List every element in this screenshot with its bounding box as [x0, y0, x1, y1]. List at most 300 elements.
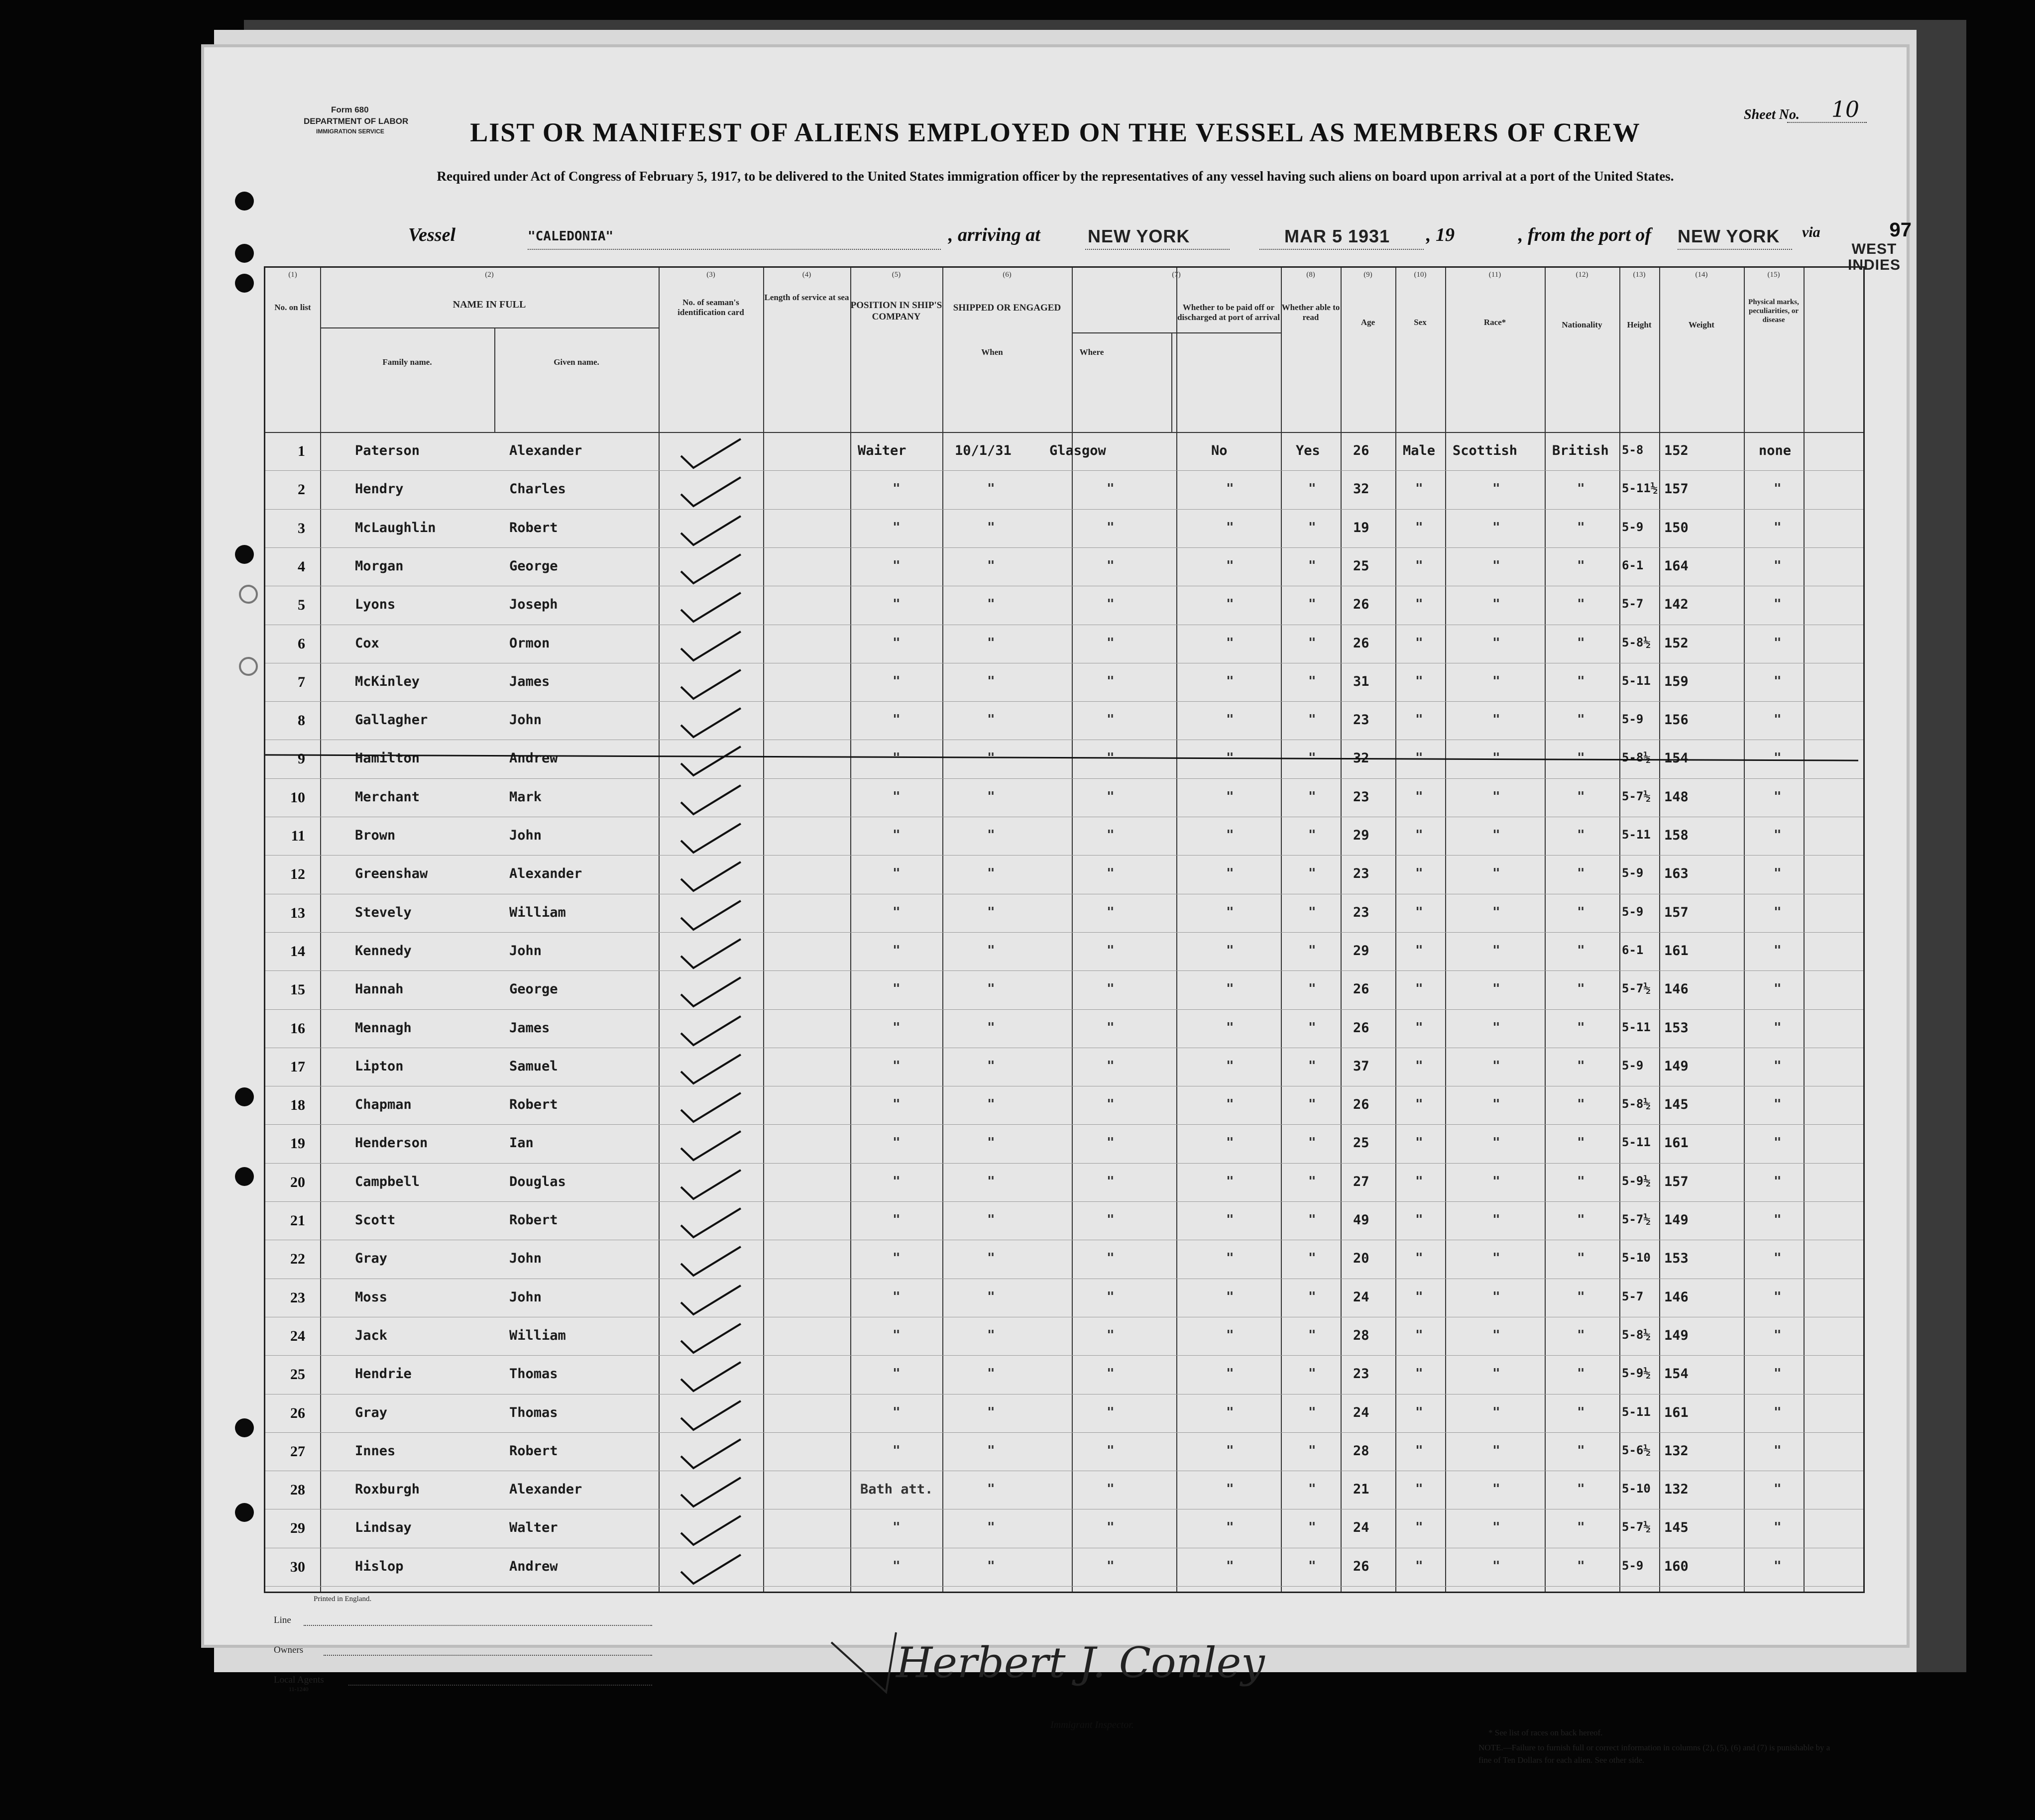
shipped-where-ditto: "	[1107, 1404, 1115, 1420]
able-to-read-ditto: "	[1308, 904, 1316, 920]
col-no-5: (5)	[892, 271, 901, 279]
height: 5-11	[1622, 1404, 1651, 1419]
position-ditto: "	[893, 1212, 901, 1227]
shipped-when-ditto: "	[987, 1482, 995, 1497]
position-ditto: "	[893, 558, 901, 573]
col-no-12: (12)	[1576, 271, 1588, 279]
family-name: Roxburgh	[355, 1482, 420, 1498]
able-to-read-ditto: "	[1308, 1289, 1316, 1304]
check-mark	[678, 859, 743, 894]
family-name: Innes	[355, 1443, 396, 1459]
header-position: POSITION IN SHIP'S COMPANY	[850, 300, 942, 322]
check-mark	[678, 1167, 743, 1202]
col-no-7: (7)	[1172, 271, 1181, 279]
service: IMMIGRATION SERVICE	[316, 127, 384, 135]
header-shipped: SHIPPED OR ENGAGED	[953, 303, 1061, 313]
row-number: 15	[290, 981, 305, 998]
shipped-when-ditto: "	[987, 828, 995, 843]
physical-marks-ditto: "	[1774, 1482, 1782, 1497]
sex-ditto: "	[1415, 1327, 1423, 1343]
weight: 156	[1664, 712, 1689, 728]
weight: 157	[1664, 1174, 1689, 1189]
position-ditto: "	[893, 1558, 901, 1574]
weight: 161	[1664, 1404, 1689, 1420]
row-number: 26	[290, 1404, 305, 1421]
position-ditto: "	[893, 673, 901, 689]
paid-off-ditto: "	[1226, 789, 1234, 804]
page-title: LIST OR MANIFEST OF ALIENS EMPLOYED ON THE VESSEL AS MEMBERS OF CREW	[470, 117, 1641, 147]
shipped-when-ditto: "	[987, 1058, 995, 1073]
header-where: Where	[1079, 347, 1104, 357]
shipped-when-ditto: "	[987, 1327, 995, 1343]
shipped-when-ditto: "	[987, 750, 995, 766]
printed-note: Printed in England.	[314, 1595, 372, 1603]
able-to-read: Yes	[1296, 443, 1320, 458]
age: 26	[1353, 1558, 1369, 1574]
given-name: William	[509, 1327, 566, 1343]
weight: 146	[1664, 1289, 1689, 1305]
position-ditto: "	[893, 828, 901, 843]
sex-ditto: "	[1415, 558, 1423, 573]
shipped-where-ditto: "	[1107, 1212, 1115, 1227]
family-name: Campbell	[355, 1174, 420, 1189]
race-ditto: "	[1492, 866, 1500, 881]
given-name: Douglas	[509, 1174, 566, 1189]
check-mark	[678, 898, 743, 933]
height: 5-10	[1622, 1482, 1651, 1496]
sex-ditto: "	[1415, 1174, 1423, 1189]
able-to-read-ditto: "	[1308, 1404, 1316, 1420]
race-ditto: "	[1492, 750, 1500, 766]
col-no-14: (14)	[1695, 271, 1708, 279]
paid-off-ditto: "	[1226, 520, 1234, 535]
weight: 149	[1664, 1212, 1689, 1228]
nationality-ditto: "	[1577, 1404, 1585, 1420]
given-name: Robert	[509, 1443, 558, 1459]
department: DEPARTMENT OF LABOR	[304, 116, 409, 126]
col-no-3: (3)	[706, 271, 715, 279]
paid-off-ditto: "	[1226, 1251, 1234, 1266]
paid-off-ditto: "	[1226, 1020, 1234, 1035]
nationality-ditto: "	[1577, 1174, 1585, 1189]
family-name: McKinley	[355, 673, 420, 689]
paid-off-ditto: "	[1226, 481, 1234, 497]
age: 26	[1353, 981, 1369, 997]
weight: 161	[1664, 1135, 1689, 1151]
able-to-read-ditto: "	[1308, 981, 1316, 997]
row-number: 9	[298, 750, 305, 767]
family-name: Lindsay	[355, 1520, 412, 1536]
year-label: , 19	[1426, 224, 1455, 245]
page-number: 97	[1889, 219, 1912, 241]
shipped-where-ditto: "	[1107, 1020, 1115, 1035]
able-to-read-ditto: "	[1308, 1097, 1316, 1112]
physical-marks-ditto: "	[1774, 635, 1782, 650]
physical-marks-ditto: "	[1774, 1558, 1782, 1574]
check-mark	[678, 1205, 743, 1240]
given-name: Alexander	[509, 866, 582, 882]
race-ditto: "	[1492, 1212, 1500, 1227]
position-ditto: "	[893, 1174, 901, 1189]
family-name: Hamilton	[355, 750, 420, 766]
shipped-when-ditto: "	[987, 1404, 995, 1420]
race-ditto: "	[1492, 635, 1500, 650]
age: 21	[1353, 1482, 1369, 1498]
position-ditto: "	[893, 1289, 901, 1304]
position-ditto: "	[893, 1251, 901, 1266]
shipped-where-ditto: "	[1107, 1520, 1115, 1535]
nationality-ditto: "	[1577, 481, 1585, 497]
binder-hole	[235, 274, 254, 293]
row-divider	[265, 1586, 1863, 1587]
able-to-read-ditto: "	[1308, 558, 1316, 573]
sex-ditto: "	[1415, 635, 1423, 650]
shipped-where-ditto: "	[1107, 828, 1115, 843]
col-no-10: (10)	[1414, 271, 1427, 279]
shipped-where-ditto: "	[1107, 673, 1115, 689]
physical-marks-ditto: "	[1774, 1404, 1782, 1420]
age: 24	[1353, 1289, 1369, 1305]
nationality-ditto: "	[1577, 828, 1585, 843]
weight: 152	[1664, 443, 1689, 458]
age: 26	[1353, 1020, 1369, 1036]
sex-ditto: "	[1415, 750, 1423, 766]
physical-marks-ditto: "	[1774, 712, 1782, 728]
shipped-where-ditto: "	[1107, 520, 1115, 535]
position-ditto: "	[893, 904, 901, 920]
physical-marks-ditto: "	[1774, 828, 1782, 843]
shipped-when-ditto: "	[987, 712, 995, 728]
row-number: 16	[290, 1020, 305, 1037]
row-divider	[265, 547, 1863, 548]
family-name: Merchant	[355, 789, 420, 805]
check-mark	[678, 1513, 743, 1548]
weight: 149	[1664, 1058, 1689, 1074]
position-ditto: "	[893, 520, 901, 535]
check-mark	[678, 1475, 743, 1509]
height: 5-9	[1622, 520, 1644, 534]
date-underline	[1259, 249, 1424, 250]
able-to-read-ditto: "	[1308, 1174, 1316, 1189]
given-name: George	[509, 981, 558, 997]
physical-marks-ditto: "	[1774, 1366, 1782, 1382]
sex: Male	[1403, 443, 1436, 458]
paid-off-ditto: "	[1226, 1097, 1234, 1112]
race-ditto: "	[1492, 481, 1500, 497]
row-number: 12	[290, 866, 305, 883]
check-mark	[678, 1244, 743, 1279]
paid-off-ditto: "	[1226, 712, 1234, 728]
weight: 154	[1664, 750, 1689, 766]
height: 5-8½	[1622, 635, 1651, 649]
from-underline	[1678, 249, 1792, 250]
binder-hole	[235, 1167, 254, 1186]
paid-off-ditto: "	[1226, 828, 1234, 843]
header-id-card: No. of seaman's identification card	[678, 298, 744, 318]
family-name: McLaughlin	[355, 520, 436, 535]
position-ditto: "	[893, 1520, 901, 1535]
able-to-read-ditto: "	[1308, 1366, 1316, 1382]
nationality-ditto: "	[1577, 597, 1585, 612]
age: 29	[1353, 943, 1369, 959]
family-name: Greenshaw	[355, 866, 428, 882]
race-ditto: "	[1492, 1289, 1500, 1304]
nationality-ditto: "	[1577, 981, 1585, 997]
header-race: Race*	[1483, 318, 1506, 327]
family-name: Hendrie	[355, 1366, 412, 1382]
col-no-15: (15)	[1767, 271, 1780, 279]
row-divider	[265, 1009, 1863, 1010]
given-name: Andrew	[509, 750, 558, 766]
row-number: 3	[298, 520, 305, 536]
shipped-where-ditto: "	[1107, 904, 1115, 920]
col-no-6: (6)	[1003, 271, 1012, 279]
race-ditto: "	[1492, 1058, 1500, 1073]
shipped-where-ditto: "	[1107, 1097, 1115, 1112]
position-ditto: "	[893, 1020, 901, 1035]
local-agents-label: Local Agents	[274, 1675, 324, 1685]
given-name: William	[509, 904, 566, 920]
height: 5-11½	[1622, 481, 1658, 496]
weight: 132	[1664, 1443, 1689, 1459]
sex-ditto: "	[1415, 904, 1423, 920]
check-mark	[678, 474, 743, 509]
shipped-where-ditto: "	[1107, 1058, 1115, 1073]
row-number: 2	[298, 481, 305, 498]
family-name: Kennedy	[355, 943, 412, 959]
given-name: Alexander	[509, 1482, 582, 1498]
row-divider	[265, 970, 1863, 971]
nationality-ditto: "	[1577, 1212, 1585, 1227]
position-ditto: "	[893, 635, 901, 650]
given-name: Thomas	[509, 1404, 558, 1420]
shipped-where-ditto: "	[1107, 481, 1115, 497]
header-name-in-full: NAME IN FULL	[452, 299, 526, 310]
given-name: John	[509, 712, 542, 728]
from-port: NEW YORK	[1678, 226, 1780, 246]
shipped-when-ditto: "	[987, 1174, 995, 1189]
shipped-where-ditto: "	[1107, 597, 1115, 612]
age: 28	[1353, 1327, 1369, 1343]
inspector-signature	[826, 1612, 1265, 1717]
row-number: 17	[290, 1058, 305, 1075]
physical-marks-ditto: "	[1774, 520, 1782, 535]
position-ditto: "	[893, 866, 901, 881]
sex-ditto: "	[1415, 673, 1423, 689]
weight: 145	[1664, 1097, 1689, 1113]
race-ditto: "	[1492, 1020, 1500, 1035]
given-name: John	[509, 1289, 542, 1305]
shipped-when-ditto: "	[987, 1366, 995, 1382]
age: 20	[1353, 1251, 1369, 1267]
header-length-of-service: Length of service at sea	[764, 293, 849, 302]
shipped-when-ditto: "	[987, 1097, 995, 1112]
physical-marks-ditto: "	[1774, 673, 1782, 689]
sex-ditto: "	[1415, 1097, 1423, 1112]
shipped-when-ditto: "	[987, 789, 995, 804]
shipped-when-ditto: "	[987, 1251, 995, 1266]
shipped-where-ditto: "	[1107, 789, 1115, 804]
row-divider	[265, 855, 1863, 856]
nationality-ditto: "	[1577, 1558, 1585, 1574]
row-divider	[265, 932, 1863, 933]
shipped-where-ditto: "	[1107, 1366, 1115, 1382]
sex-ditto: "	[1415, 1482, 1423, 1497]
paid-off-ditto: "	[1226, 943, 1234, 958]
paid-off-ditto: "	[1226, 866, 1234, 881]
physical-marks-ditto: "	[1774, 866, 1782, 881]
check-mark	[678, 1090, 743, 1125]
age: 31	[1353, 673, 1369, 689]
shipped-when-ditto: "	[987, 981, 995, 997]
arriving-underline	[1085, 249, 1230, 250]
height: 5-8	[1622, 443, 1644, 457]
crew-table	[264, 266, 1865, 1593]
sex-ditto: "	[1415, 1020, 1423, 1035]
given-name: Andrew	[509, 1558, 558, 1574]
family-name: Moss	[355, 1289, 388, 1305]
col-no-8: (8)	[1306, 271, 1315, 279]
family-name: Henderson	[355, 1135, 428, 1151]
signature-text: Herbert J. Conley	[896, 1638, 1265, 1687]
row-number: 30	[290, 1558, 305, 1575]
race: Scottish	[1453, 443, 1518, 458]
nationality-ditto: "	[1577, 1020, 1585, 1035]
shipped-where-ditto: "	[1107, 943, 1115, 958]
age: 26	[1353, 443, 1369, 458]
able-to-read-ditto: "	[1308, 673, 1316, 689]
sex-ditto: "	[1415, 1135, 1423, 1151]
row-divider	[265, 1432, 1863, 1433]
header-physical-marks: Physical marks, peculiarities, or disease	[1748, 298, 1799, 324]
weight: 159	[1664, 673, 1689, 689]
given-name: James	[509, 673, 550, 689]
able-to-read-ditto: "	[1308, 1058, 1316, 1073]
weight: 157	[1664, 481, 1689, 497]
given-name: Ian	[509, 1135, 534, 1151]
able-to-read-ditto: "	[1308, 481, 1316, 497]
row-divider	[265, 778, 1863, 779]
physical-marks-ditto: "	[1774, 1327, 1782, 1343]
sex-ditto: "	[1415, 1366, 1423, 1382]
physical-marks-ditto: "	[1774, 943, 1782, 958]
shipped-where-ditto: "	[1107, 981, 1115, 997]
binder-hole	[235, 244, 254, 263]
shipped-when-ditto: "	[987, 597, 995, 612]
position-ditto: "	[893, 750, 901, 766]
nationality-ditto: "	[1577, 904, 1585, 920]
binder-hole	[235, 1418, 254, 1437]
age: 26	[1353, 1097, 1369, 1113]
race-ditto: "	[1492, 1327, 1500, 1343]
row-number: 10	[290, 789, 305, 806]
sex-ditto: "	[1415, 1058, 1423, 1073]
line-label: Line	[274, 1615, 291, 1625]
sex-ditto: "	[1415, 1520, 1423, 1535]
age: 26	[1353, 597, 1369, 613]
race-ditto: "	[1492, 558, 1500, 573]
col-no-4: (4)	[802, 271, 811, 279]
owners-label: Owners	[274, 1645, 304, 1655]
row-number: 23	[290, 1289, 305, 1306]
race-ditto: "	[1492, 943, 1500, 958]
family-name: Hislop	[355, 1558, 404, 1574]
family-name: Chapman	[355, 1097, 412, 1113]
nationality-ditto: "	[1577, 943, 1585, 958]
nationality-ditto: "	[1577, 1482, 1585, 1497]
able-to-read-ditto: "	[1308, 635, 1316, 650]
height: 5-9½	[1622, 1174, 1651, 1188]
sex-ditto: "	[1415, 481, 1423, 497]
weight: 145	[1664, 1520, 1689, 1536]
weight: 132	[1664, 1482, 1689, 1498]
sex-ditto: "	[1415, 520, 1423, 535]
able-to-read-ditto: "	[1308, 520, 1316, 535]
paid-off-ditto: "	[1226, 1443, 1234, 1458]
binder-hole	[239, 585, 258, 604]
check-mark	[678, 667, 743, 702]
able-to-read-ditto: "	[1308, 1558, 1316, 1574]
paid-off-ditto: "	[1226, 1174, 1234, 1189]
able-to-read-ditto: "	[1308, 789, 1316, 804]
nationality-ditto: "	[1577, 712, 1585, 728]
weight: 157	[1664, 904, 1689, 920]
header-no-on-list: No. on list	[274, 303, 311, 312]
row-number: 25	[290, 1366, 305, 1383]
paid-off-ditto: "	[1226, 558, 1234, 573]
header-family-name: Family name.	[382, 357, 432, 367]
height: 5-11	[1622, 1020, 1651, 1034]
age: 23	[1353, 866, 1369, 882]
physical-marks: none	[1759, 443, 1792, 458]
header-given-name: Given name.	[554, 357, 599, 367]
row-number: 21	[290, 1212, 305, 1229]
family-name: Brown	[355, 828, 396, 843]
position-ditto: "	[893, 1097, 901, 1112]
position-ditto: "	[893, 789, 901, 804]
physical-marks-ditto: "	[1774, 1174, 1782, 1189]
check-mark	[678, 1283, 743, 1317]
weight: 164	[1664, 558, 1689, 574]
physical-marks-ditto: "	[1774, 1251, 1782, 1266]
nationality-ditto: "	[1577, 1058, 1585, 1073]
shipped-when-ditto: "	[987, 1443, 995, 1458]
height: 5-7	[1622, 597, 1644, 611]
given-name: John	[509, 943, 542, 959]
race-ditto: "	[1492, 828, 1500, 843]
family-name: Gray	[355, 1251, 388, 1267]
nationality-ditto: "	[1577, 1443, 1585, 1458]
paid-off-ditto: "	[1226, 904, 1234, 920]
col-no-1: (1)	[288, 271, 297, 279]
position: Waiter	[858, 443, 906, 458]
sex-ditto: "	[1415, 1558, 1423, 1574]
family-name: Stevely	[355, 904, 412, 920]
check-mark	[678, 782, 743, 817]
able-to-read-ditto: "	[1308, 1135, 1316, 1151]
family-name: Cox	[355, 635, 379, 651]
weight: 149	[1664, 1327, 1689, 1343]
family-name: Mennagh	[355, 1020, 412, 1036]
from-label: , from the port of	[1518, 224, 1652, 245]
row-number: 20	[290, 1174, 305, 1190]
arriving-port: NEW YORK	[1088, 226, 1190, 246]
family-name: Gallagher	[355, 712, 428, 728]
given-name: Robert	[509, 1097, 558, 1113]
able-to-read-ditto: "	[1308, 866, 1316, 881]
header-sex: Sex	[1414, 318, 1427, 327]
physical-marks-ditto: "	[1774, 1289, 1782, 1304]
